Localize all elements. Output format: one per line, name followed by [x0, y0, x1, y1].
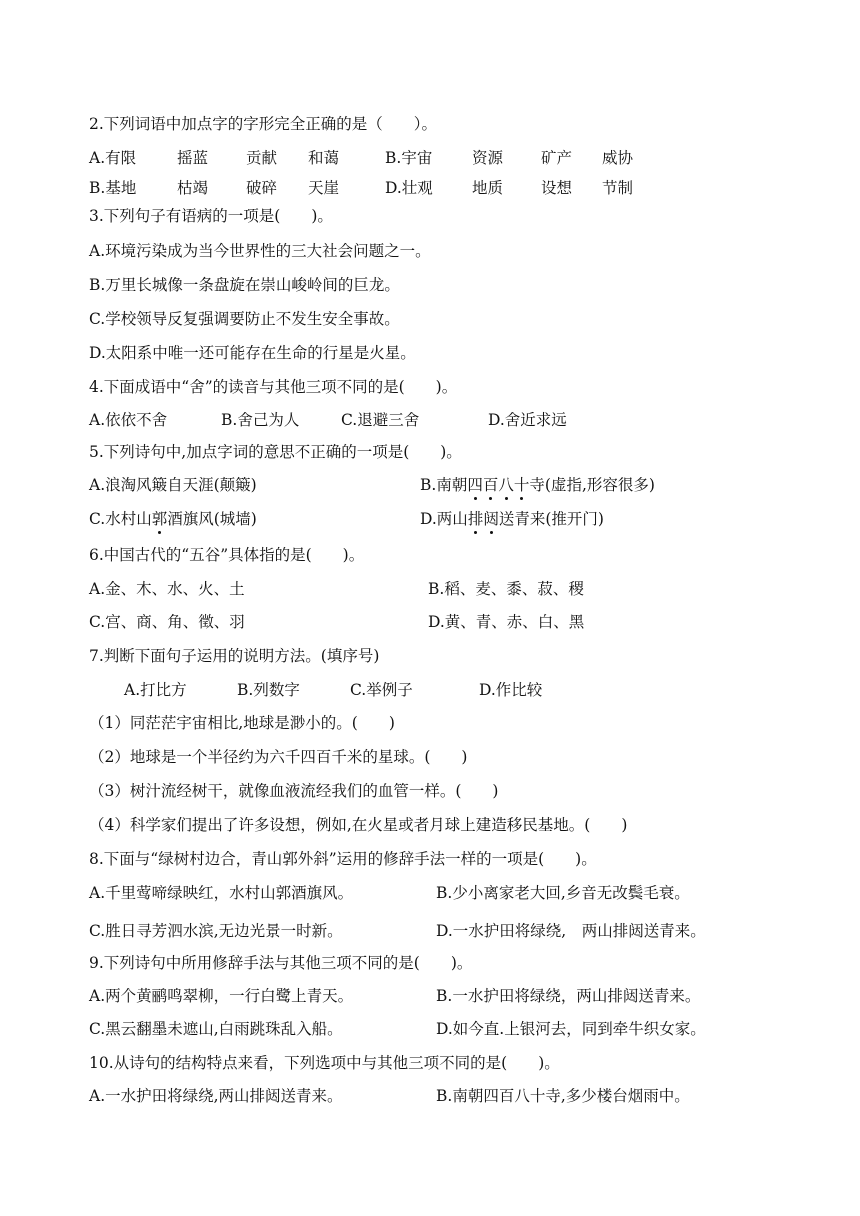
q8-stem: 8.下面与“绿树村边合，青山郭外斜”运用的修辞手法一样的一项是( )。 [89, 850, 597, 868]
q2-row1-word: A.有限 [89, 149, 137, 167]
q5-b-suffix: 寺(虚指,形容很多) [529, 476, 655, 494]
q7-sentence-3: （3）树汁流经树干，就像血液流经我们的血管一样。( ) [89, 782, 499, 800]
q2-row2-word: 地质 [472, 179, 504, 197]
q4-option-c: C.退避三舍 [341, 411, 420, 429]
q7-sentence-1: （1）同茫茫宇宙相比,地球是渺小的。( ) [89, 714, 395, 732]
q5-option-a: A.浪淘风簸自天涯(颠簸) [89, 476, 257, 494]
q3-option-b: B.万里长城像一条盘旋在崇山峻岭间的巨龙。 [89, 276, 400, 294]
q4-option-b: B.舍己为人 [221, 411, 300, 429]
q4-option-a: A.依依不舍 [89, 411, 168, 429]
q6-option-c: C.宫、商、角、徵、羽 [89, 613, 245, 631]
q8-option-a: A.千里莺啼绿映红，水村山郭酒旗风。 [89, 884, 354, 902]
q8-option-c: C.胜日寻芳泗水滨,无边光景一时新。 [89, 922, 343, 940]
q6-option-a: A.金、木、水、火、土 [89, 580, 245, 598]
q6-option-d: D.黄、青、赤、白、黑 [428, 613, 585, 631]
q5-d-dotted-char: 排 [467, 510, 484, 528]
q5-option-b [420, 475, 655, 495]
q3-option-a: A.环境污染成为当今世界性的三大社会问题之一。 [89, 242, 431, 260]
q9-stem: 9.下列诗句中所用修辞手法与其他三项不同的是( )。 [89, 954, 473, 972]
q2-stem: 2.下列词语中加点字的字形完全正确的是（ ）。 [89, 115, 438, 133]
q6-stem: 6.中国古代的“五谷”具体指的是( )。 [89, 546, 365, 564]
q4-stem: 4.下面成语中“舍”的读音与其他三项不同的是( )。 [89, 378, 458, 396]
q5-c-suffix: 酒旗风(城墙) [167, 510, 257, 528]
q2-row2-word: D.壮观 [385, 179, 433, 197]
q5-b-dotted-char: 四 [467, 476, 483, 494]
q7-sentence-2: （2）地球是一个半径约为六千四百千米的星球。( ) [89, 748, 468, 766]
q7-sentence-4: （4）科学家们提出了许多设想，例如,在火星或者月球上建造移民基地。( ) [89, 816, 628, 834]
q2-row2-word: B.基地 [89, 179, 137, 197]
q5-option-d [420, 509, 604, 529]
q7-method-c: C.举例子 [350, 681, 413, 699]
q3-option-c: C.学校领导反复强调要防止不发生安全事故。 [89, 310, 400, 328]
q5-option-c [89, 509, 257, 529]
q7-method-a: A.打比方 [124, 681, 187, 699]
q4-option-d: D.舍近求远 [488, 411, 567, 429]
q2-row2-word: 设想 [541, 179, 573, 197]
q9-option-a: A.两个黄鹂鸣翠柳，一行白鹭上青天。 [89, 987, 354, 1005]
q2-row1-word: 资源 [472, 149, 504, 167]
q5-stem: 5.下列诗句中,加点字词的意思不正确的一项是( )。 [89, 443, 462, 461]
q3-option-d: D.太阳系中唯一还可能存在生命的行星是火星。 [89, 344, 416, 362]
q5-d-prefix: D.两山 [420, 510, 468, 528]
q8-option-d: D.一水护田将绿绕, 两山排闼送青来。 [436, 922, 706, 940]
q5-d-suffix: 送青来(推开门) [498, 510, 604, 528]
q2-row1-word: 威协 [602, 149, 634, 167]
q5-d-dotted-char: 闼 [483, 510, 499, 528]
q2-row1-word: 贡献 [246, 149, 278, 167]
q9-option-b: B.一水护田将绿绕，两山排闼送青来。 [436, 987, 701, 1005]
q8-option-b: B.少小离家老大回,乡音无改鬓毛衰。 [436, 884, 690, 902]
q7-method-d: D.作比较 [479, 681, 543, 699]
q2-row2-word: 天崖 [308, 179, 340, 197]
q5-b-dotted-char: 十 [513, 476, 530, 494]
q10-option-a: A.一水护田将绿绕,两山排闼送青来。 [89, 1087, 343, 1105]
q5-c-prefix: C.水村山 [89, 510, 152, 528]
q2-row1-word: B.宇宙 [385, 149, 433, 167]
q5-b-dotted-char: 八 [498, 476, 514, 494]
q5-b-dotted-char: 百 [482, 476, 499, 494]
q9-option-c: C.黑云翻墨未遮山,白雨跳珠乱入船。 [89, 1020, 343, 1038]
q2-row1-word: 摇蓝 [177, 149, 209, 167]
q2-row1-word: 矿产 [541, 149, 573, 167]
q5-b-prefix: B.南朝 [420, 476, 468, 494]
q7-stem: 7.判断下面句子运用的说明方法。(填序号) [89, 647, 380, 665]
q5-c-dotted-char: 郭 [151, 510, 168, 528]
q9-option-d: D.如今直.上银河去，同到牵牛织女家。 [436, 1020, 706, 1038]
q3-stem: 3.下列句子有语病的一项是( )。 [89, 207, 333, 225]
q10-stem: 10.从诗句的结构特点来看，下列选项中与其他三项不同的是( )。 [89, 1054, 560, 1072]
q6-option-b: B.稻、麦、黍、菽、稷 [428, 580, 584, 598]
q2-row2-word: 节制 [602, 179, 634, 197]
q10-option-b: B.南朝四百八十寺,多少楼台烟雨中。 [436, 1087, 690, 1105]
q7-method-b: B.列数字 [237, 681, 300, 699]
q2-row1-word: 和蔼 [308, 149, 340, 167]
q2-row2-word: 破碎 [246, 179, 278, 197]
q2-row2-word: 枯竭 [177, 179, 209, 197]
